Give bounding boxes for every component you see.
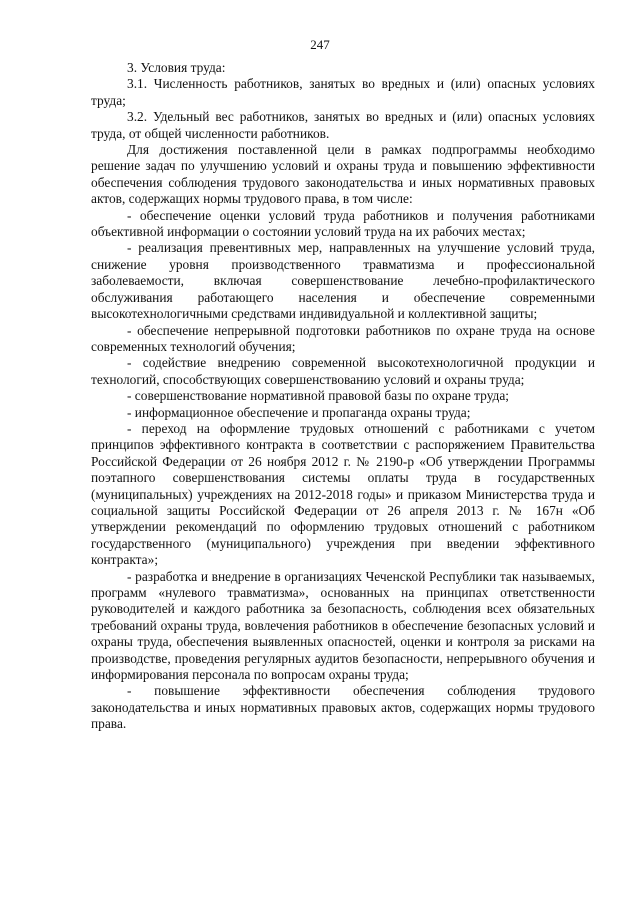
- indicator-3-2: 3.2. Удельный вес работников, занятых во вредных и (или) опасных условиях труда, от общей численности работников.: [91, 109, 595, 141]
- task-list-item: - обеспечение непрерывной подготовки работников по охране труда на основе современных технологий обучения;: [91, 322, 595, 354]
- task-list-item: - совершенствование нормативной правовой базы по охране труда;: [127, 388, 510, 404]
- task-list-item: - информационное обеспечение и пропаганда охраны труда;: [127, 404, 471, 420]
- task-list-item: - переход на оформление трудовых отношений с работниками с учетом принципов эффективного контракта в соответствии с распоряжением Правительства Российской Федерации от 26 ноября 2012 г. № 2190-р «Об утверждении Программы поэтапного совершенствования системы оплаты труда в государственных (муниципальных) учреждениях на 2012-2018 годы» и приказом Министерства труда и социальной защиты Российской Федерации от 26 апреля 2013 г. № 167н «Об утверждении рекомендаций по оформлению трудовых отношений с работником государственного (муниципального) учреждения при введении эффективного контракта»;: [91, 420, 595, 568]
- task-list-item: - разработка и внедрение в организациях Чеченской Республики так называемых, программ «нулевого травматизма», основанных на принципах ответственности руководителей и каждого работника за безопасность, соблюдения всех обязательных требований охраны труда, вовлечения работников в обеспечение безопасных условий и охраны труда, обеспечения выявленных опасностей, оценки и контроля за рисками на производстве, проведения регулярных аудитов безопасности, непрерывного обучения и информирования персонала по вопросам охраны труда;: [91, 568, 595, 683]
- task-list-item: - реализация превентивных мер, направленных на улучшение условий труда, снижение уровня производственного травматизма и профессиональной заболеваемости, включая совершенствование лечебно-профилактического обслуживания работающего населения и обеспечение современными высокотехнологичными средствами индивидуальной и коллективной защиты;: [91, 240, 595, 322]
- indicator-3-1: 3.1. Численность работников, занятых во вредных и (или) опасных условиях труда;: [91, 76, 595, 108]
- task-list-item: - повышение эффективности обеспечения соблюдения трудового законодательства и иных нормативных правовых актов, содержащих нормы трудового права.: [91, 683, 595, 732]
- section-heading-working-conditions: 3. Условия труда:: [127, 60, 226, 75]
- document-body: [91, 60, 595, 733]
- task-list-item: - содействие внедрению современной высокотехнологичной продукции и технологий, способствующих совершенствованию условий и охраны труда;: [91, 355, 595, 387]
- tasks-intro-paragraph: Для достижения поставленной цели в рамках подпрограммы необходимо решение задач по улучшению условий и охраны труда и повышению эффективности обеспечения соблюдения трудового законодательства и иных нормативных правовых актов, содержащих нормы трудового права, в том числе:: [91, 142, 595, 207]
- task-list-item: - обеспечение оценки условий труда работников и получения работниками объективной информации о состоянии условий труда на их рабочих местах;: [91, 207, 595, 240]
- page-number: 247: [310, 37, 330, 52]
